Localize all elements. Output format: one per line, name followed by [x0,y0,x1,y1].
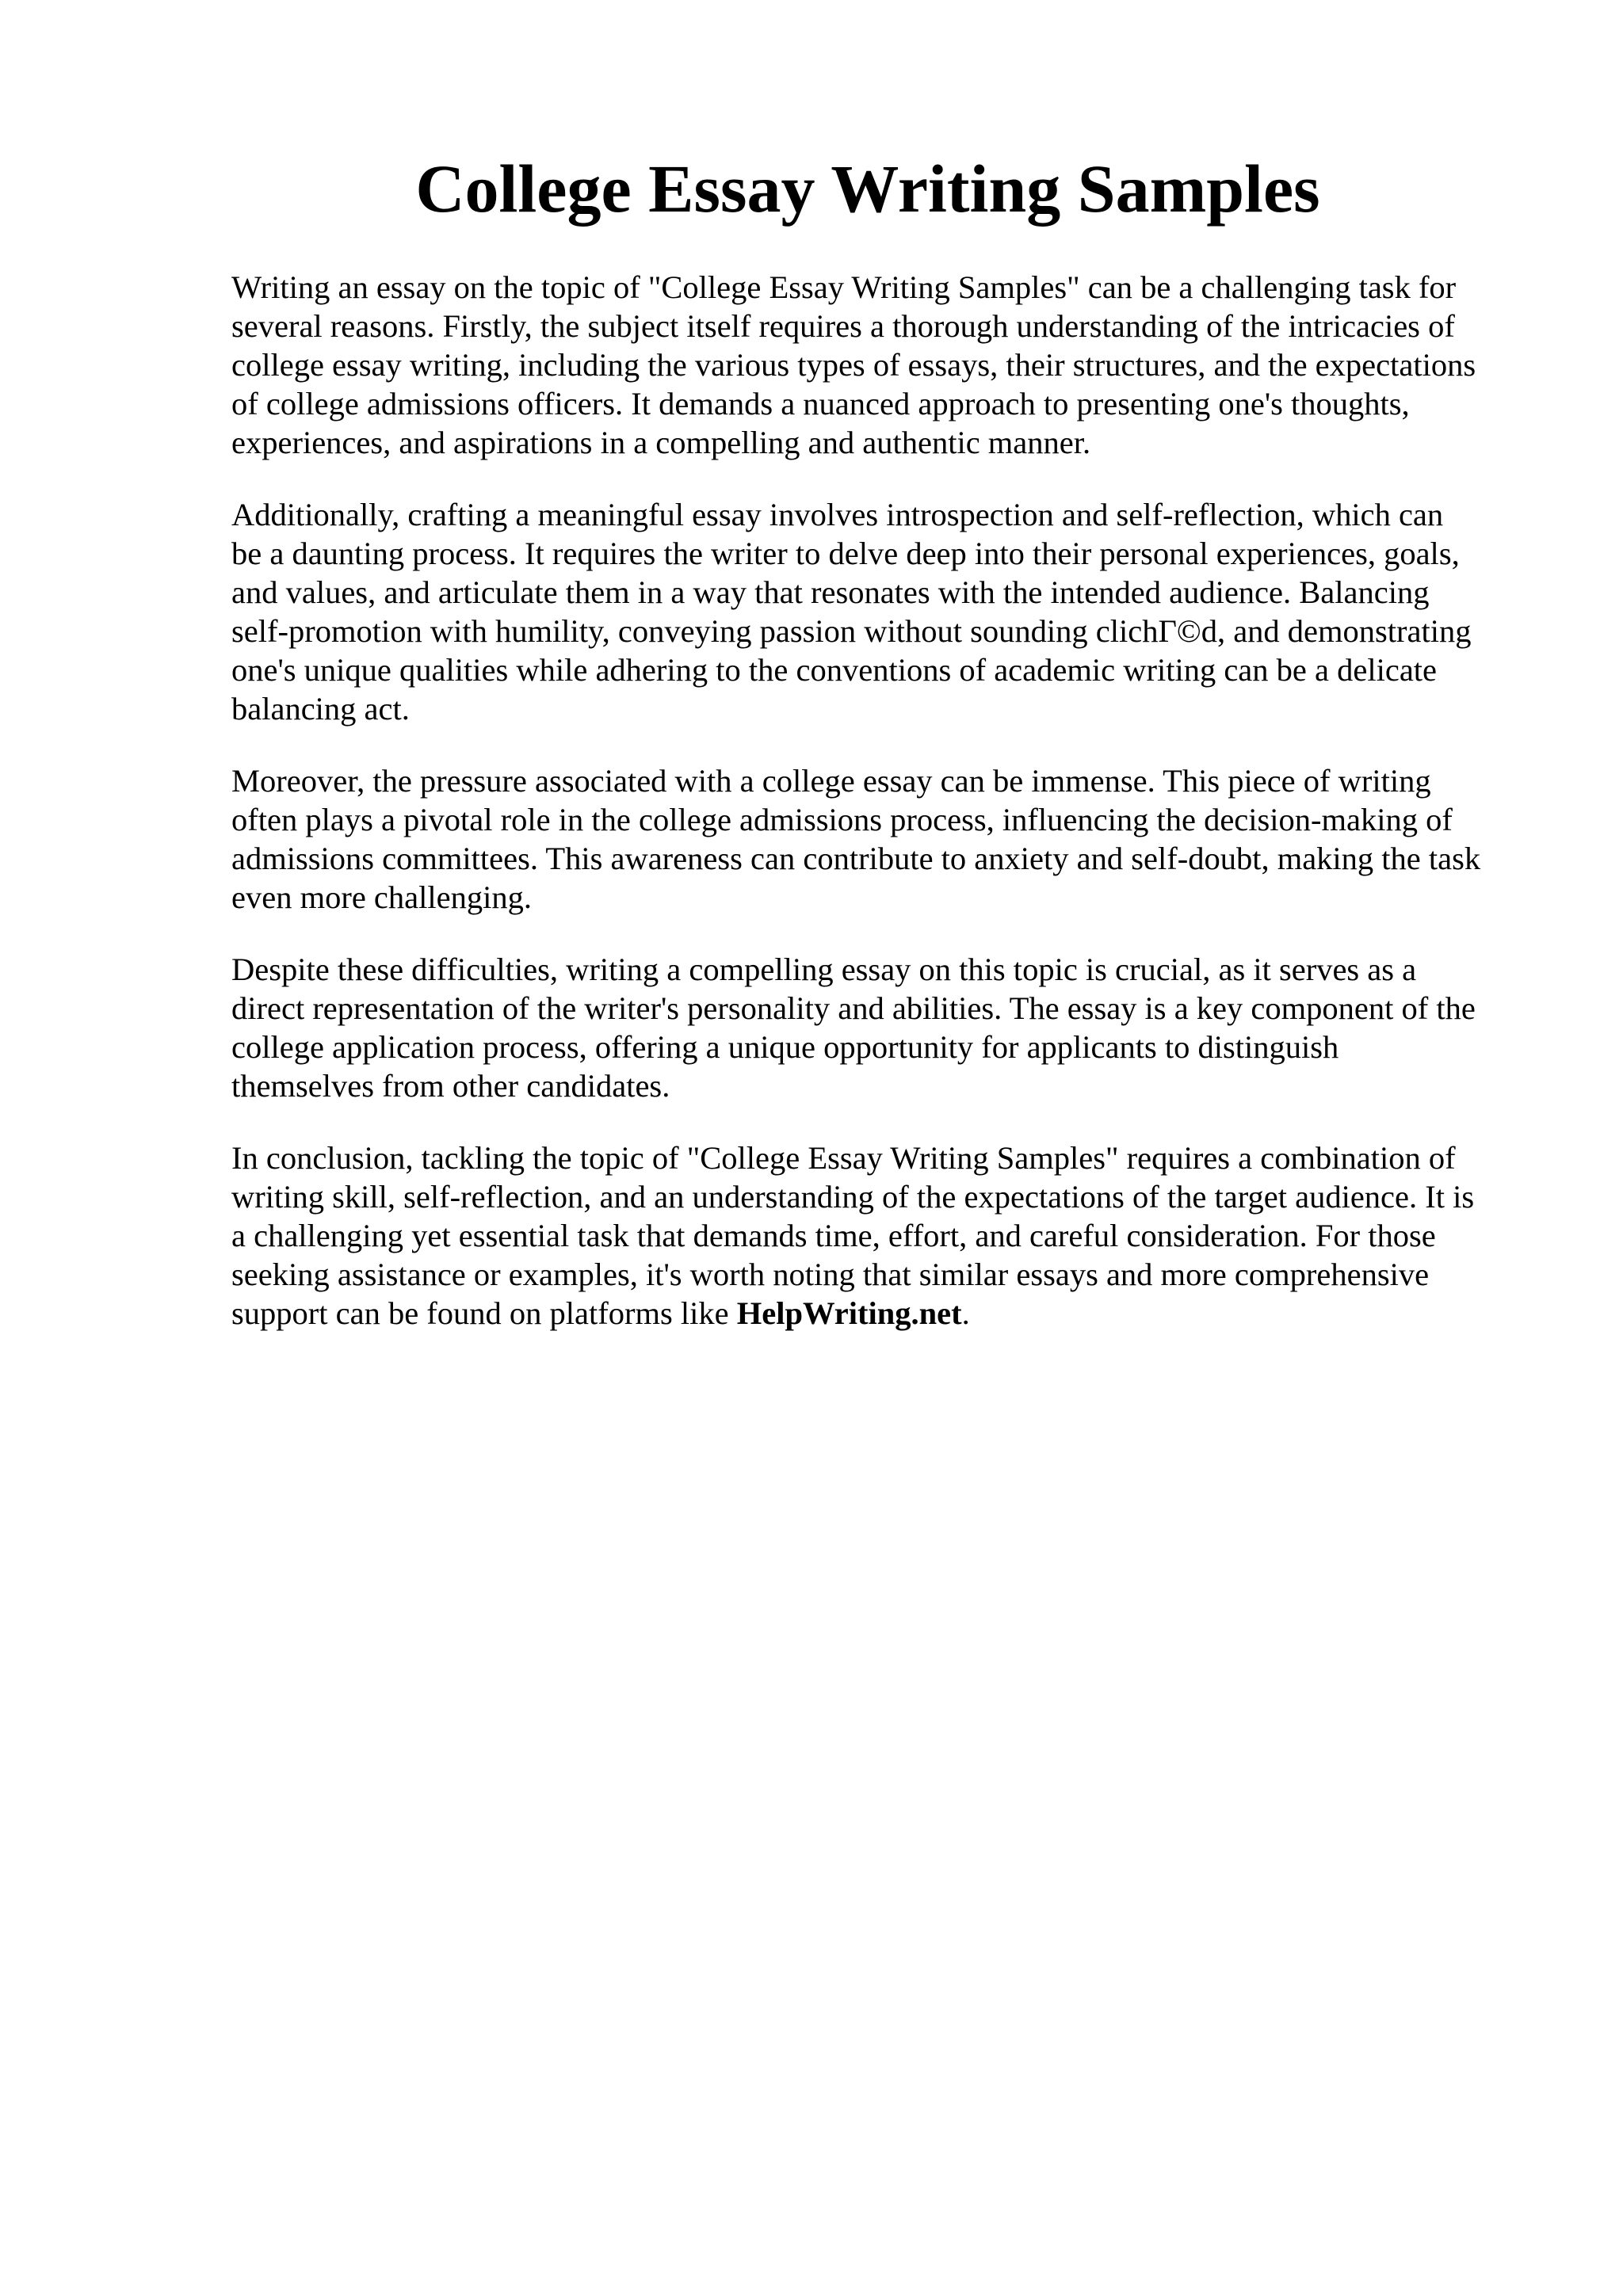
paragraph-1 [231,268,1531,462]
paragraph-4 [231,950,1531,1105]
paragraph-4-line-3: college application process, offering a unique opportunity for applicants to distinguish [231,1029,1339,1065]
paragraph-3 [231,761,1531,917]
paragraph-1-line-4: of college admissions officers. It demands a nuanced approach to presenting one's thoughts, [231,386,1410,421]
paragraph-5-line-3: a challenging yet essential task that demands time, effort, and careful consideration. For those [231,1218,1436,1253]
paragraph-3-line-2: often plays a pivotal role in the college admissions process, influencing the decision-making of [231,802,1453,837]
paragraph-2-line-1: Additionally, crafting a meaningful essay involves introspection and self-reflection, which can [231,497,1444,532]
paragraph-5-line-2: writing skill, self-reflection, and an understanding of the expectations of the target audience. It is [231,1179,1475,1215]
paragraph-5-final-text: support can be found on platforms like [231,1295,729,1331]
paragraph-2-line-5: one's unique qualities while adhering to the conventions of academic writing can be a delicate [231,652,1438,688]
paragraph-2-line-3: and values, and articulate them in a way that resonates with the intended audience. Balancing [231,574,1430,610]
document-title: College Essay Writing Samples [415,151,1320,227]
document-body [231,268,1531,1366]
paragraph-5-line-1: In conclusion, tackling the topic of "College Essay Writing Samples" requires a combination of [231,1140,1456,1176]
paragraph-5-final-punctuation: . [961,1295,970,1331]
paragraph-5-line-5 [231,1294,1531,1333]
paragraph-1-line-1: Writing an essay on the topic of "College Essay Writing Samples" can be a challenging task for [231,269,1457,305]
paragraph-1-line-3: college essay writing, including the various types of essays, their structures, and the expectations [231,347,1476,383]
paragraph-2-line-2: be a daunting process. It requires the writer to delve deep into their personal experiences, goals, [231,536,1460,571]
paragraph-4-line-2: direct representation of the writer's personality and abilities. The essay is a key component of the [231,990,1476,1026]
paragraph-5 [231,1138,1531,1333]
paragraph-3-line-4: even more challenging. [231,879,532,915]
paragraph-4-line-4: themselves from other candidates. [231,1068,670,1104]
paragraph-3-line-1: Moreover, the pressure associated with a college essay can be immense. This piece of writing [231,763,1431,799]
helpwriting-link[interactable]: HelpWriting.net [736,1295,962,1331]
paragraph-2-line-6: balancing act. [231,691,410,727]
paragraph-2 [231,495,1531,728]
paragraph-4-line-1: Despite these difficulties, writing a compelling essay on this topic is crucial, as it serves as a [231,952,1417,987]
paragraph-1-line-2: several reasons. Firstly, the subject itself requires a thorough understanding of the intricacies of [231,308,1455,344]
paragraph-2-line-4: self-promotion with humility, conveying passion without sounding clichΓ©d, and demonstrating [231,613,1472,649]
paragraph-1-line-5: experiences, and aspirations in a compelling and authentic manner. [231,425,1091,460]
paragraph-3-line-3: admissions committees. This awareness can contribute to anxiety and self-doubt, making the task [231,841,1481,876]
paragraph-5-line-4: seeking assistance or examples, it's worth noting that similar essays and more comprehensive [231,1257,1430,1292]
